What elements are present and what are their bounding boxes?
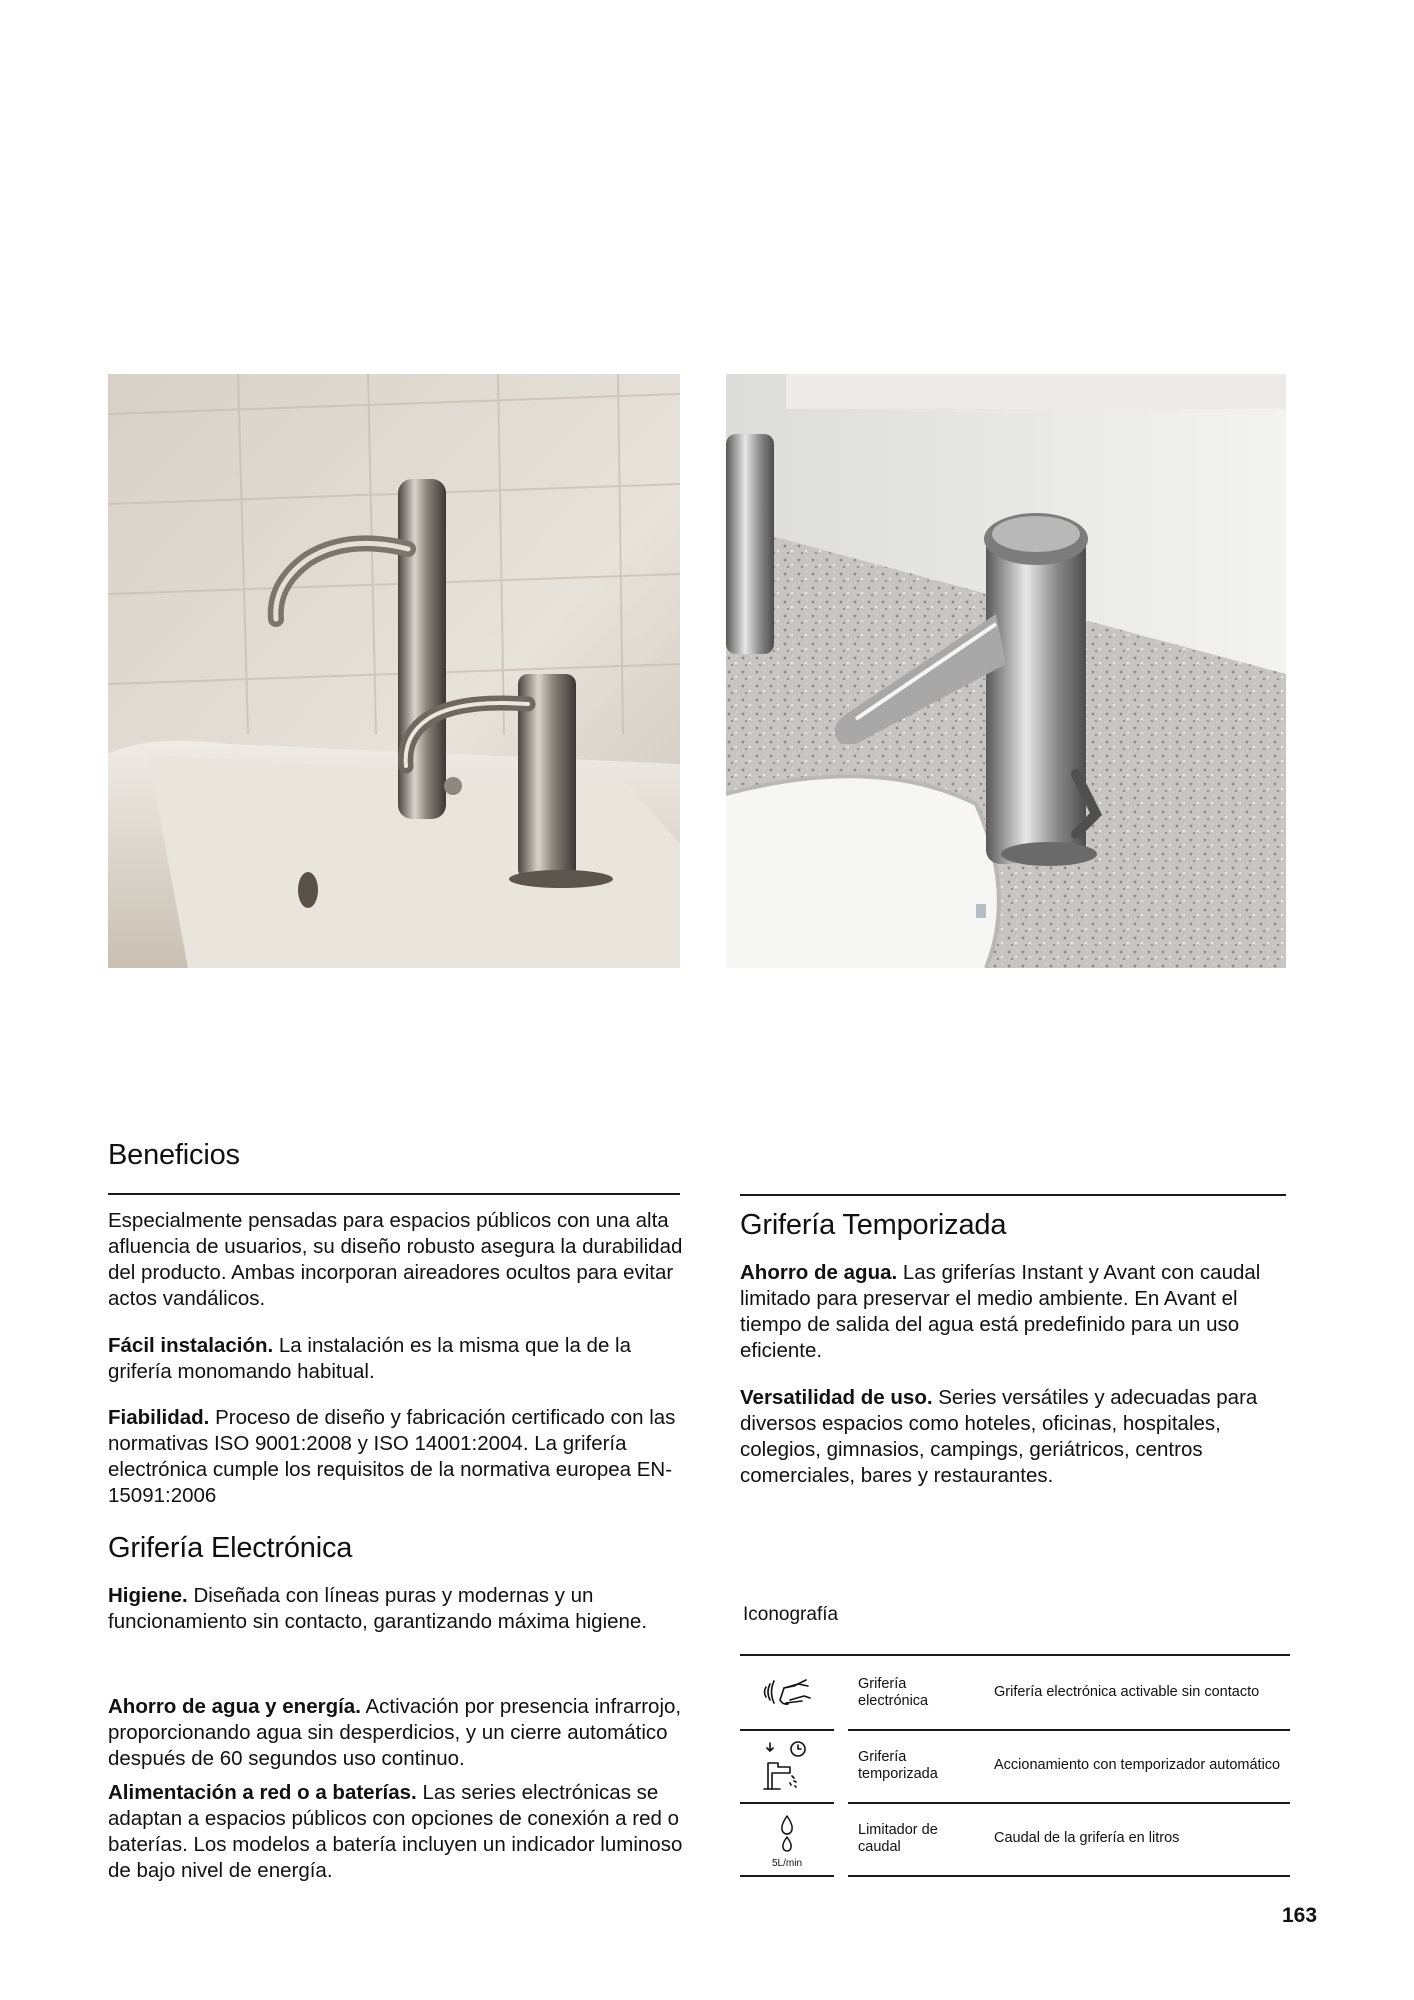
benefit-alimentacion <box>108 1780 688 1884</box>
benefit-label: Versatilidad de uso. <box>740 1386 933 1409</box>
temporizada-heading: Grifería Temporizada <box>740 1209 1007 1241</box>
section-rule-right <box>740 1194 1286 1196</box>
page-number: 163 <box>1282 1904 1318 1927</box>
benefit-label: Higiene. <box>108 1584 188 1607</box>
benefit-text: La instalación es la misma que la de la grifería monomando habitual. <box>108 1334 632 1383</box>
benefit-text: Activación por presencia infrarrojo, proporcionando agua sin desperdicios, y un cierre automático después de 60 segundos uso continuo. <box>108 1695 682 1770</box>
benefit-label: Fácil instalación. <box>108 1334 274 1357</box>
benefit-fiabilidad <box>108 1405 688 1509</box>
timer-faucet-icon <box>740 1729 834 1802</box>
benefit-text: Las griferías Instant y Avant con caudal limitado para preservar el medio ambiente. En Avant el tiempo de salida del agua está predefinido para un uso eficiente. <box>740 1261 1261 1362</box>
row-rule <box>848 1875 1290 1877</box>
benefit-text: Series versátiles y adecuadas para diversos espacios como hoteles, oficinas, hospitales, colegios, gimnasios, campings, geriátricos, centros comerciales, bares y restaurantes. <box>740 1386 1258 1487</box>
benefit-versatilidad <box>740 1385 1296 1489</box>
benefit-ahorro-agua-energia <box>108 1694 688 1772</box>
icon-row <box>740 1802 1290 1875</box>
benefit-facil-instalacion <box>108 1333 688 1385</box>
flow-rate-label: 5L/min <box>771 1858 803 1869</box>
beneficios-heading: Beneficios <box>108 1139 240 1171</box>
icon-name: Limitador de caudal <box>858 1821 938 1855</box>
electronic-faucets-photo <box>108 374 680 968</box>
benefit-higiene <box>108 1583 688 1635</box>
touchless-hand-icon <box>740 1656 834 1729</box>
electronica-heading: Grifería Electrónica <box>108 1532 353 1564</box>
benefit-label: Alimentación a red o a baterías. <box>108 1781 417 1804</box>
timed-faucet-photo <box>726 374 1286 968</box>
icon-description: Accionamiento con temporizador automático <box>994 1757 1281 1773</box>
benefit-label: Ahorro de agua. <box>740 1261 898 1284</box>
icon-description: Caudal de la grifería en litros <box>994 1830 1180 1846</box>
benefit-text: Proceso de diseño y fabricación certificado con las normativas ISO 9001:2008 y ISO 14001:2004. La grifería electrónica cumple los requisitos de la normativa europea EN-15091:2006 <box>108 1406 676 1507</box>
icon-row <box>740 1656 1290 1729</box>
beneficios-intro: Especialmente pensadas para espacios públicos con una alta afluencia de usuarios, su diseño robusto asegura la durabilidad del producto. Ambas incorporan aireadores ocultos para evitar actos vandálicos. <box>108 1209 683 1310</box>
row-rule <box>740 1875 834 1877</box>
icon-name: Grifería temporizada <box>858 1748 938 1782</box>
water-drop-flow-icon <box>740 1802 834 1875</box>
benefit-ahorro-agua <box>740 1260 1296 1364</box>
section-rule-left <box>108 1193 680 1195</box>
benefit-text: Las series electrónicas se adaptan a espacios públicos con opciones de conexión a red o baterías. Los modelos a batería incluyen un indicador luminoso de bajo nivel de energía. <box>108 1781 683 1882</box>
icon-description: Grifería electrónica activable sin contacto <box>994 1684 1260 1700</box>
icon-name: Grifería electrónica <box>858 1675 929 1709</box>
benefit-label: Ahorro de agua y energía. <box>108 1695 361 1718</box>
iconografia-table <box>740 1654 1290 1875</box>
icon-row <box>740 1729 1290 1802</box>
iconografia-title: Iconografía <box>743 1604 839 1625</box>
benefit-label: Fiabilidad. <box>108 1406 210 1429</box>
benefit-text: Diseñada con líneas puras y modernas y un funcionamiento sin contacto, garantizando máxima higiene. <box>108 1584 648 1633</box>
